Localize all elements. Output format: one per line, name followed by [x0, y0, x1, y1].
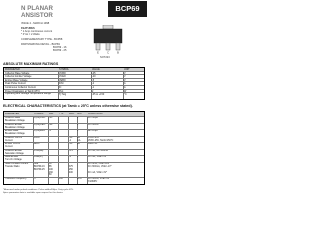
- table-cell: IC: [59, 85, 62, 89]
- header-cell: CONDITIONS: [88, 113, 103, 115]
- footnote-pulsed: *Measured under pulsed conditions. Pulse width=300µs. Duty cycle ≤2%: [3, 189, 74, 191]
- header-cell: SYMBOL: [59, 68, 69, 71]
- header-cell: PARAMETER: [5, 68, 20, 71]
- table-cell: Emitter-Base Breakdown Voltage: [5, 130, 25, 136]
- table-cell: -10 -1: [69, 136, 73, 142]
- header-cell: MAX.: [69, 113, 75, 115]
- table-cell: Base-Emitter Turn-On Voltage: [5, 156, 22, 162]
- table-cell: V(BR)EBO: [34, 130, 46, 133]
- table-cell: IC=-1A, VCE=-1V*: [88, 156, 108, 159]
- table-cell: V: [77, 117, 79, 120]
- table-cell: IC=-10mA*: [88, 123, 100, 126]
- table-cell: Transition Frequency: [5, 177, 27, 180]
- table-cell: -5: [92, 78, 95, 82]
- table-cell: VCB=-25V VCB=-25V, Tamb=150°C: [88, 136, 114, 142]
- header-cell: TYP.: [59, 113, 64, 115]
- table-cell: hFE BCP69-16 BCP69-25: [34, 162, 45, 171]
- table-cell: IEBO: [34, 143, 40, 146]
- table-cell: µA mA: [77, 136, 81, 142]
- abs-max-table: [3, 67, 145, 100]
- package-label: SOT223: [100, 56, 110, 59]
- table-cell: A: [124, 82, 126, 86]
- table-cell: 375 250 400: [69, 165, 73, 174]
- table-cell: µA: [77, 143, 80, 146]
- table-cell: ICBO: [34, 136, 40, 139]
- table-cell: VCE(sat): [34, 149, 44, 152]
- table-cell: -0.5: [69, 149, 73, 152]
- header-cell: UNIT: [124, 68, 130, 71]
- pin-e-label: E: [97, 51, 99, 55]
- table-cell: Power Dissipation at Tamb=25°C: [5, 89, 40, 93]
- table-cell: W: [124, 89, 127, 93]
- table-cell: V: [77, 130, 79, 133]
- partmarking-detail: PARTMARKING DETAIL - BCP69: [21, 43, 60, 46]
- table-cell: 2: [92, 89, 94, 93]
- table-cell: Collector-Emitter Saturation Voltage: [5, 149, 24, 155]
- table-cell: IC=-1A, IB=-100mA*: [88, 149, 109, 152]
- table-cell: VCBO: [59, 71, 66, 75]
- table-cell: Static Forward Current Transfer Ratio: [5, 162, 29, 168]
- pin-b-label: B: [117, 51, 119, 55]
- table-cell: Collector-Emitter Voltage: [5, 75, 32, 79]
- table-cell: Ptot: [59, 89, 64, 93]
- table-cell: A: [124, 85, 126, 89]
- table-cell: IE=-10µA: [88, 130, 98, 133]
- header-cell: MIN.: [49, 113, 54, 115]
- elec-title: ELECTRICAL CHARACTERISTICS (at Tamb = 25°C unless otherwise stated).: [3, 104, 133, 108]
- table-row: [4, 93, 144, 99]
- table-cell: IC=-10µA: [88, 117, 98, 120]
- table-cell: -2: [92, 82, 95, 86]
- table-cell: Collector-Base Voltage: [5, 71, 30, 75]
- table-cell: -25: [92, 71, 96, 75]
- features-heading: FEATURES: [21, 27, 35, 30]
- issue-line: ISSUE 4 - MARCH 1998: [21, 22, 50, 25]
- table-cell: V: [77, 123, 79, 126]
- table-cell: fT: [34, 177, 37, 180]
- header-cell: PARAMETER: [5, 113, 20, 115]
- table-cell: 50 85 100 160 60: [49, 162, 53, 177]
- table-cell: Operating and Storage Temperature Range: [5, 93, 51, 96]
- table-cell: VBE(on): [34, 156, 43, 159]
- table-cell: -1: [69, 156, 72, 159]
- table-cell: VEB=-5V: [88, 143, 98, 146]
- partmarking-16: BCP69 - 16: [53, 46, 67, 49]
- header-cell: VALUE: [92, 68, 100, 71]
- table-cell: ICM: [59, 82, 64, 86]
- table-cell: -25: [49, 117, 53, 120]
- table-cell: Continuous Collector Current: [5, 85, 36, 89]
- table-cell: V: [77, 149, 79, 152]
- table-cell: IC=-10mA, VCE=-5V f=20MHz: [88, 177, 110, 183]
- abs-max-title: ABSOLUTE MAXIMUM RATINGS: [3, 62, 59, 66]
- table-cell: V: [124, 71, 126, 75]
- table-cell: Emitter Cut-Off Current: [5, 143, 21, 149]
- table-row: [4, 163, 144, 178]
- table-cell: -20: [92, 75, 96, 79]
- footnote-spice: Spice parameter data is available upon request for this device: [3, 192, 63, 194]
- title-line-2: ANSISTOR: [21, 12, 53, 19]
- table-cell: IC=-5mA, VCE=-10V* IC=-500mA, VCE=-1V* IC=-1A, VCE=-1V*: [88, 162, 112, 174]
- table-cell: V: [124, 78, 126, 82]
- table-cell: Collector-Emitter Breakdown Voltage: [5, 123, 25, 129]
- table-row: [4, 178, 144, 185]
- table-cell: Tj:Tstg: [59, 93, 67, 97]
- table-cell: V: [77, 156, 79, 159]
- table-cell: -20: [49, 123, 53, 126]
- complementary-type: COMPLEMENTARY TYPE - BCP68: [21, 38, 63, 41]
- feature-2: * P tot = 2 Watts: [21, 33, 40, 36]
- table-cell: 100: [59, 177, 63, 180]
- part-number-badge: BCP69: [108, 1, 147, 17]
- table-cell: VEBO: [59, 78, 66, 82]
- datasheet-page: [0, 0, 149, 198]
- header-cell: SYMBOL: [34, 113, 44, 115]
- partmarking-25: BCP69 - 25: [53, 49, 67, 52]
- table-cell: Collector-Base Breakdown Voltage: [5, 117, 25, 123]
- table-cell: Peak Pulse Current: [5, 82, 26, 86]
- table-cell: °C: [124, 93, 127, 97]
- elec-table: [3, 111, 145, 185]
- feature-1: * 1 Amp continuous current: [21, 30, 53, 33]
- title-line-1: N PLANAR: [21, 5, 53, 12]
- table-cell: -1: [92, 85, 95, 89]
- table-cell: MHz: [77, 177, 82, 180]
- table-cell: V(BR)CEO: [34, 123, 46, 126]
- table-cell: V(BR)CBO: [34, 117, 46, 120]
- header-cell: UNIT: [77, 113, 83, 115]
- table-cell: Emitter-Base Voltage: [5, 78, 28, 82]
- table-cell: V: [124, 75, 126, 79]
- table-cell: Collector Cut-Off Current: [5, 136, 23, 142]
- sot223-package-icon: [90, 25, 126, 55]
- table-cell: -10: [69, 143, 73, 146]
- table-cell: VCEO: [59, 75, 66, 79]
- table-cell: -5: [49, 130, 52, 133]
- pin-c-label: C: [107, 51, 109, 55]
- table-cell: -65 to +150: [92, 93, 105, 97]
